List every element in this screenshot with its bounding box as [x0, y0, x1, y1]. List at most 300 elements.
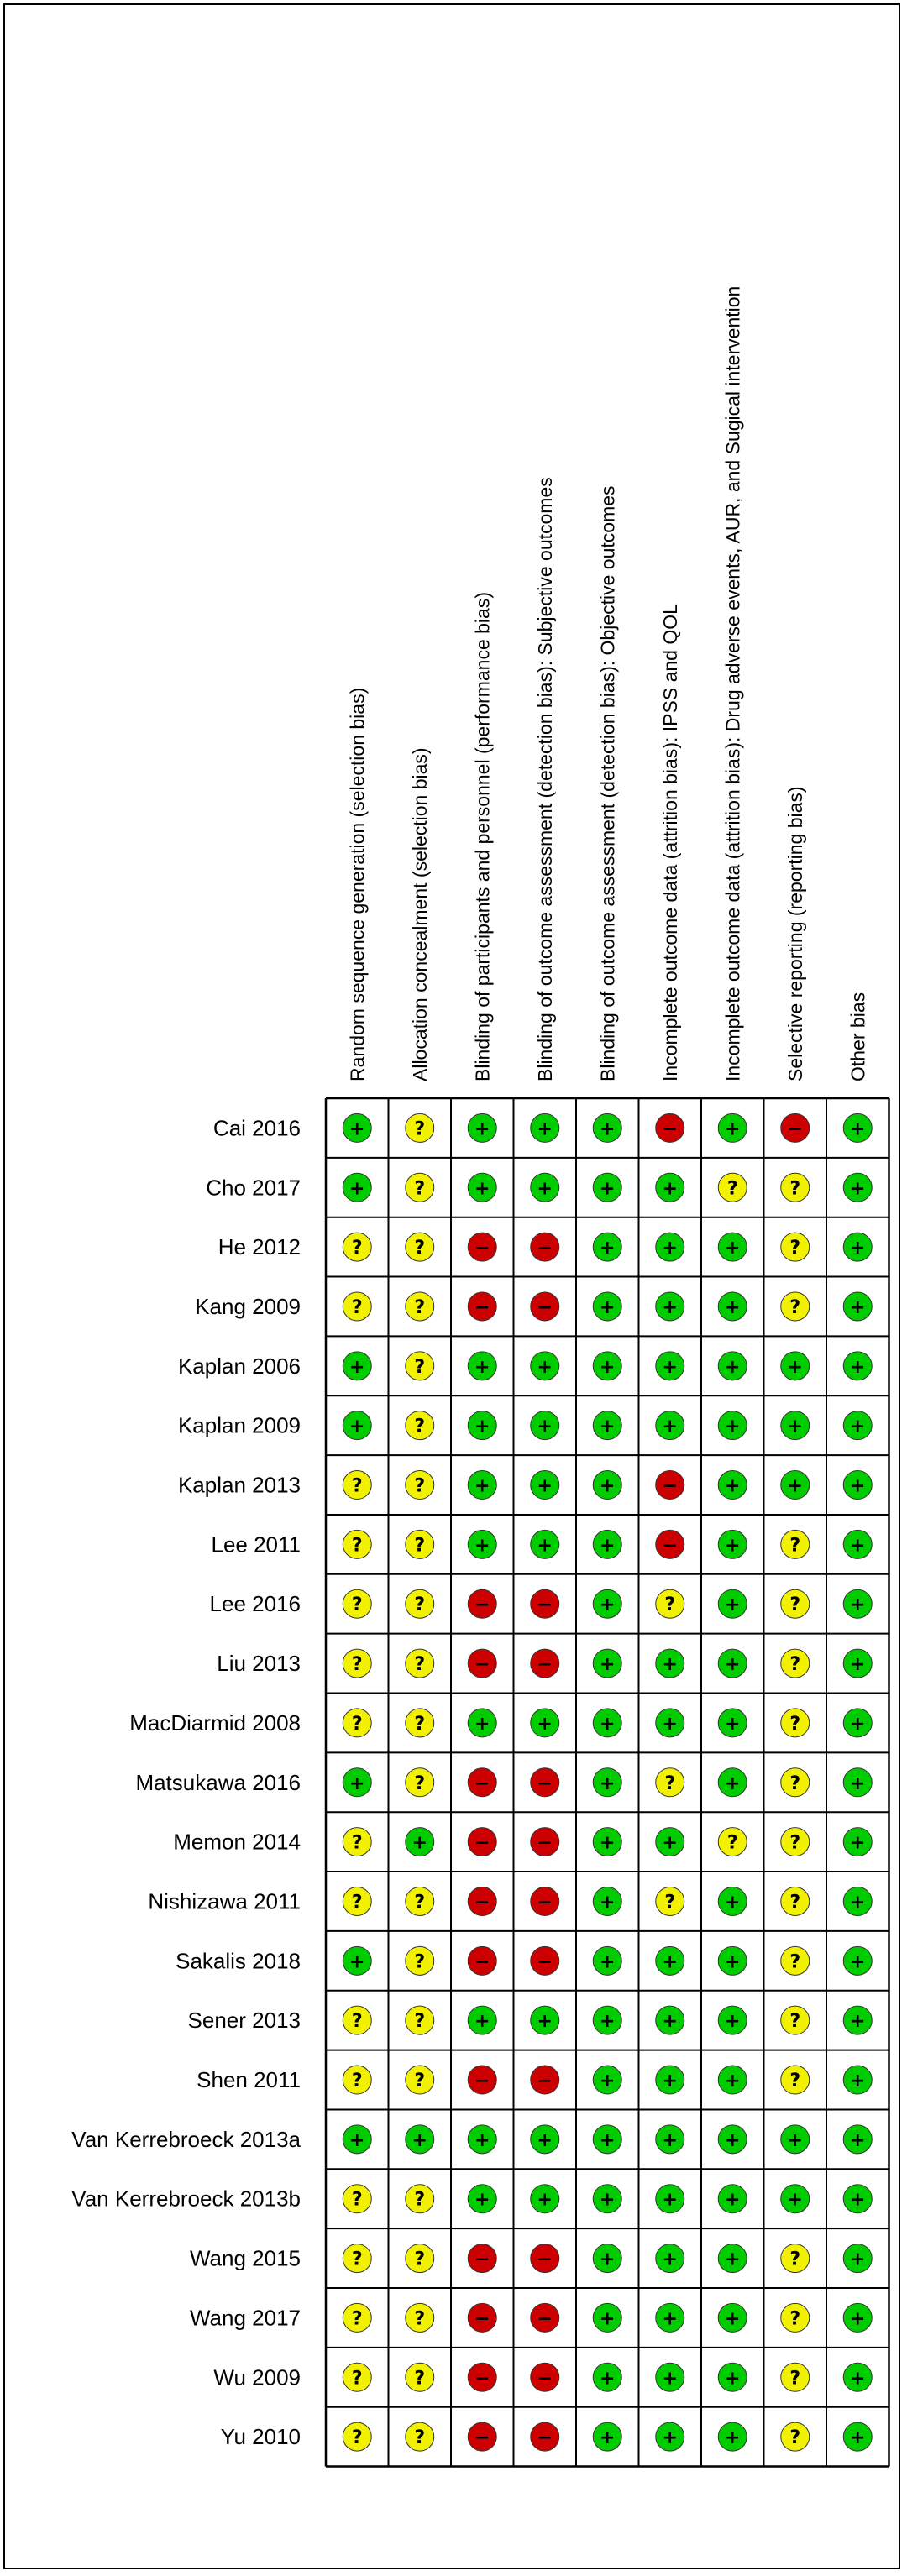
judgement-high: [656, 1530, 684, 1558]
judgement-symbol: ?: [351, 2011, 363, 2033]
judgement-symbol: +: [725, 1951, 741, 1973]
judgement-low: [718, 1709, 747, 1737]
judgement-symbol: +: [600, 1892, 616, 1914]
judgement-unclear: [406, 1233, 434, 1261]
judgement-symbol: +: [474, 1416, 490, 1437]
judgement-symbol: ?: [789, 1892, 801, 1914]
judgement-symbol: +: [725, 1416, 741, 1437]
judgement-symbol: ?: [664, 1892, 676, 1914]
judgement-symbol: ?: [414, 1238, 426, 1259]
judgement-low: [843, 2303, 872, 2332]
judgement-low: [406, 1828, 434, 1856]
judgement-high: [531, 1887, 559, 1915]
judgement-symbol: +: [537, 1416, 553, 1437]
judgement-symbol: +: [725, 2189, 741, 2211]
judgement-symbol: ?: [351, 2071, 363, 2092]
judgement-unclear: [656, 1887, 684, 1915]
judgement-symbol: +: [725, 1356, 741, 1378]
judgement-symbol: +: [537, 2011, 553, 2033]
judgement-symbol: +: [725, 2368, 741, 2390]
judgement-unclear: [781, 2006, 810, 2034]
judgement-symbol: ?: [414, 1178, 426, 1200]
judgement-symbol: +: [725, 2427, 741, 2449]
study-label: Nishizawa 2011: [148, 1888, 301, 1914]
judgement-high: [531, 2244, 559, 2273]
judgement-symbol: +: [850, 2189, 866, 2211]
judgement-symbol: −: [474, 1832, 490, 1854]
judgement-unclear: [343, 1589, 371, 1618]
judgement-unclear: [781, 1946, 810, 1975]
judgement-symbol: −: [474, 2427, 490, 2449]
judgement-symbol: +: [600, 1951, 616, 1973]
judgement-symbol: ?: [351, 1654, 363, 1676]
judgement-high: [656, 1113, 684, 1142]
study-label: Lee 2011: [211, 1531, 301, 1558]
judgement-low: [656, 1946, 684, 1975]
judgement-low: [656, 1233, 684, 1261]
judgement-high: [531, 2422, 559, 2451]
judgement-unclear: [406, 1352, 434, 1380]
judgement-symbol: +: [850, 2129, 866, 2151]
judgement-high: [468, 1887, 496, 1915]
judgement-symbol: ?: [414, 2308, 426, 2330]
judgement-symbol: −: [537, 2427, 553, 2449]
study-label: Wang 2017: [189, 2305, 301, 2331]
judgement-symbol: −: [537, 2071, 553, 2092]
judgement-high: [531, 1233, 559, 1261]
judgement-symbol: ?: [351, 1594, 363, 1616]
judgement-low: [843, 1946, 872, 1975]
judgement-low: [531, 1709, 559, 1737]
judgement-low: [593, 2006, 621, 2034]
judgement-low: [718, 1946, 747, 1975]
judgement-unclear: [781, 1649, 810, 1678]
judgement-symbol: ?: [726, 1178, 738, 1200]
judgement-unclear: [781, 1709, 810, 1737]
judgement-low: [343, 1113, 371, 1142]
judgement-symbol: +: [537, 1713, 553, 1735]
judgement-symbol: +: [474, 1178, 490, 1200]
judgement-symbol: +: [662, 1416, 678, 1437]
judgement-low: [781, 2185, 810, 2213]
judgement-low: [843, 1352, 872, 1380]
judgement-high: [468, 2244, 496, 2273]
judgement-symbol: +: [850, 2071, 866, 2092]
judgement-low: [468, 2006, 496, 2034]
judgement-unclear: [343, 2006, 371, 2034]
judgement-symbol: +: [850, 1832, 866, 1854]
study-label: Cho 2017: [206, 1175, 301, 1201]
judgement-high: [531, 1768, 559, 1797]
judgement-symbol: ?: [351, 2189, 363, 2211]
judgement-symbol: +: [600, 2368, 616, 2390]
judgement-unclear: [406, 1411, 434, 1440]
judgement-symbol: ?: [414, 1475, 426, 1497]
study-label: Cai 2016: [212, 1115, 301, 1141]
judgement-symbol: +: [600, 2308, 616, 2330]
judgement-symbol: +: [600, 2427, 616, 2449]
column-header: Allocation concealment (selection bias): [408, 747, 431, 1081]
judgement-high: [468, 1292, 496, 1321]
judgement-unclear: [781, 2422, 810, 2451]
judgement-low: [843, 1828, 872, 1856]
study-label: Wu 2009: [213, 2364, 301, 2390]
judgement-unclear: [406, 2066, 434, 2094]
study-label: Shen 2011: [197, 2067, 301, 2093]
judgement-symbol: +: [725, 2071, 741, 2092]
judgement-low: [656, 1649, 684, 1678]
judgement-symbol: +: [600, 2189, 616, 2211]
judgement-low: [468, 1173, 496, 1202]
judgement-symbol: +: [725, 1713, 741, 1735]
judgement-symbol: ?: [789, 1713, 801, 1735]
judgement-low: [656, 2006, 684, 2034]
judgement-symbol: ?: [789, 2011, 801, 2033]
judgement-high: [468, 1233, 496, 1261]
judgement-symbol: +: [725, 2308, 741, 2330]
judgement-unclear: [656, 1768, 684, 1797]
judgement-symbol: −: [537, 1296, 553, 1318]
judgement-low: [718, 1649, 747, 1678]
judgement-low: [718, 1292, 747, 1321]
judgement-low: [656, 2422, 684, 2451]
judgement-symbol: +: [725, 2011, 741, 2033]
study-label: Van Kerrebroeck 2013a: [71, 2126, 301, 2152]
judgement-symbol: +: [600, 1118, 616, 1140]
judgement-symbol: +: [600, 1296, 616, 1318]
judgement-unclear: [781, 1828, 810, 1856]
judgement-symbol: +: [725, 1772, 741, 1794]
judgement-low: [468, 1411, 496, 1440]
judgement-low: [843, 1292, 872, 1321]
judgement-low: [343, 1352, 371, 1380]
study-label: Kaplan 2006: [177, 1353, 301, 1379]
judgement-symbol: +: [600, 2011, 616, 2033]
judgement-symbol: +: [850, 1654, 866, 1676]
judgement-high: [531, 1292, 559, 1321]
judgement-low: [718, 2125, 747, 2154]
judgement-symbol: ?: [789, 1772, 801, 1794]
judgement-low: [656, 1173, 684, 1202]
judgement-symbol: ?: [351, 2368, 363, 2390]
judgement-low: [343, 1411, 371, 1440]
judgement-symbol: ?: [414, 2427, 426, 2449]
judgement-low: [656, 2244, 684, 2273]
judgement-symbol: ?: [789, 2368, 801, 2390]
judgement-unclear: [343, 2422, 371, 2451]
judgement-unclear: [406, 1887, 434, 1915]
judgement-low: [843, 1709, 872, 1737]
judgement-symbol: ?: [414, 1118, 426, 1140]
judgement-low: [656, 1709, 684, 1737]
judgement-unclear: [406, 1113, 434, 1142]
judgement-symbol: ?: [664, 1772, 676, 1794]
judgement-symbol: +: [850, 1356, 866, 1378]
judgement-unclear: [718, 1828, 747, 1856]
judgement-low: [843, 1530, 872, 1558]
judgement-symbol: +: [850, 1892, 866, 1914]
judgement-symbol: −: [474, 1238, 490, 1259]
study-label: MacDiarmid 2008: [129, 1709, 301, 1736]
column-header: Incomplete outcome data (attrition bias): Drug adverse events, AUR, and Sugical intervention: [721, 285, 744, 1081]
judgement-low: [781, 1411, 810, 1440]
study-label: Sakalis 2018: [176, 1948, 301, 1974]
column-header: Blinding of outcome assessment (detection bias): Subjective outcomes: [533, 477, 556, 1081]
judgement-low: [718, 2066, 747, 2094]
judgement-symbol: +: [662, 1832, 678, 1854]
judgement-low: [531, 1352, 559, 1380]
judgement-symbol: ?: [414, 1713, 426, 1735]
judgement-symbol: +: [349, 2129, 365, 2151]
judgement-symbol: +: [349, 1951, 365, 1973]
judgement-symbol: +: [600, 1475, 616, 1497]
judgement-symbol: ?: [351, 1832, 363, 1854]
judgement-unclear: [406, 2006, 434, 2034]
judgement-symbol: +: [787, 1475, 803, 1497]
study-label: Yu 2010: [220, 2424, 301, 2450]
judgement-symbol: +: [850, 1178, 866, 1200]
judgement-unclear: [343, 1828, 371, 1856]
judgement-symbol: +: [662, 1951, 678, 1973]
judgement-low: [531, 1411, 559, 1440]
study-label: Matsukawa 2016: [135, 1769, 301, 1795]
judgement-low: [656, 1828, 684, 1856]
judgement-low: [718, 2185, 747, 2213]
judgement-high: [531, 2066, 559, 2094]
judgement-low: [718, 1887, 747, 1915]
judgement-unclear: [406, 2185, 434, 2213]
judgement-symbol: ?: [351, 1475, 363, 1497]
study-label: Van Kerrebroeck 2013b: [71, 2186, 301, 2212]
judgement-symbol: +: [537, 1475, 553, 1497]
judgement-symbol: ?: [351, 2249, 363, 2270]
judgement-high: [656, 1471, 684, 1500]
column-header: Random sequence generation (selection bias): [346, 687, 369, 1081]
judgement-low: [718, 1471, 747, 1500]
judgement-unclear: [406, 1589, 434, 1618]
judgement-symbol: ?: [414, 1356, 426, 1378]
judgement-symbol: +: [850, 1772, 866, 1794]
judgement-symbol: +: [412, 2129, 427, 2151]
judgement-symbol: −: [662, 1475, 678, 1497]
judgement-low: [843, 2244, 872, 2273]
judgement-low: [593, 1113, 621, 1142]
judgement-low: [843, 2125, 872, 2154]
judgement-low: [531, 1113, 559, 1142]
judgement-symbol: +: [850, 1951, 866, 1973]
judgement-symbol: +: [850, 1118, 866, 1140]
judgement-symbol: ?: [414, 2011, 426, 2033]
judgement-low: [718, 1352, 747, 1380]
judgement-symbol: ?: [414, 1892, 426, 1914]
judgement-symbol: +: [662, 1356, 678, 1378]
judgement-symbol: +: [662, 1713, 678, 1735]
judgement-symbol: +: [662, 2308, 678, 2330]
judgement-symbol: −: [537, 1594, 553, 1616]
judgement-symbol: ?: [726, 1832, 738, 1854]
judgement-unclear: [781, 2244, 810, 2273]
study-label: Lee 2016: [209, 1591, 301, 1617]
judgement-low: [843, 1768, 872, 1797]
judgement-low: [843, 1887, 872, 1915]
judgement-high: [531, 2303, 559, 2332]
judgement-low: [531, 1173, 559, 1202]
judgement-unclear: [343, 2363, 371, 2391]
judgement-high: [531, 1828, 559, 1856]
judgement-low: [843, 2066, 872, 2094]
judgement-high: [468, 1589, 496, 1618]
judgement-symbol: +: [662, 2368, 678, 2390]
judgement-symbol: +: [850, 1238, 866, 1259]
judgement-unclear: [781, 1589, 810, 1618]
judgement-symbol: −: [474, 2368, 490, 2390]
judgement-unclear: [343, 2185, 371, 2213]
judgement-symbol: +: [349, 1118, 365, 1140]
judgement-symbol: +: [349, 1178, 365, 1200]
judgement-low: [343, 2125, 371, 2154]
judgement-unclear: [343, 1292, 371, 1321]
judgement-low: [468, 2185, 496, 2213]
judgement-symbol: +: [850, 2308, 866, 2330]
judgement-symbol: −: [537, 1951, 553, 1973]
judgement-low: [718, 1411, 747, 1440]
judgement-high: [468, 1828, 496, 1856]
judgement-low: [468, 1352, 496, 1380]
judgement-symbol: −: [537, 1892, 553, 1914]
judgement-high: [468, 1768, 496, 1797]
judgement-symbol: ?: [351, 1892, 363, 1914]
study-label: Liu 2013: [217, 1651, 301, 1677]
judgement-symbol: +: [600, 2071, 616, 2092]
column-header: Blinding of participants and personnel (performance bias): [471, 592, 494, 1081]
judgement-symbol: ?: [351, 1713, 363, 1735]
judgement-unclear: [781, 1233, 810, 1261]
judgement-symbol: ?: [414, 1951, 426, 1973]
judgement-symbol: +: [600, 1238, 616, 1259]
judgement-symbol: −: [474, 2249, 490, 2270]
judgement-low: [718, 1233, 747, 1261]
judgement-symbol: ?: [664, 1594, 676, 1616]
judgement-symbol: ?: [414, 2189, 426, 2211]
judgement-symbol: −: [474, 2308, 490, 2330]
judgement-symbol: +: [537, 2129, 553, 2151]
judgement-symbol: −: [537, 1832, 553, 1854]
judgement-symbol: +: [349, 1416, 365, 1437]
judgement-symbol: +: [600, 1832, 616, 1854]
judgement-low: [593, 1530, 621, 1558]
judgement-high: [531, 1649, 559, 1678]
judgement-symbol: ?: [414, 1772, 426, 1794]
judgement-symbol: +: [662, 1654, 678, 1676]
judgement-unclear: [343, 1887, 371, 1915]
judgement-symbol: +: [850, 1535, 866, 1557]
judgement-symbol: ?: [789, 1238, 801, 1259]
judgement-low: [718, 2303, 747, 2332]
judgement-low: [593, 1828, 621, 1856]
judgement-low: [593, 1233, 621, 1261]
judgement-symbol: +: [537, 1118, 553, 1140]
judgement-unclear: [406, 2244, 434, 2273]
judgement-low: [593, 1768, 621, 1797]
judgement-low: [593, 1709, 621, 1737]
judgement-symbol: +: [600, 1416, 616, 1437]
judgement-symbol: +: [474, 1475, 490, 1497]
judgement-low: [718, 1113, 747, 1142]
judgement-symbol: ?: [789, 1654, 801, 1676]
judgement-symbol: +: [725, 2129, 741, 2151]
study-label: Sener 2013: [187, 2008, 301, 2034]
judgement-symbol: +: [600, 1772, 616, 1794]
judgement-high: [468, 2303, 496, 2332]
judgement-symbol: −: [537, 2308, 553, 2330]
judgement-symbol: +: [474, 1535, 490, 1557]
judgement-symbol: ?: [414, 1416, 426, 1437]
judgement-low: [343, 1768, 371, 1797]
judgement-low: [593, 1589, 621, 1618]
judgement-symbol: +: [600, 1178, 616, 1200]
judgement-unclear: [718, 1173, 747, 1202]
judgement-symbol: ?: [789, 1951, 801, 1973]
judgement-unclear: [781, 2066, 810, 2094]
judgement-unclear: [781, 1292, 810, 1321]
judgement-symbol: +: [662, 1296, 678, 1318]
judgement-unclear: [406, 1768, 434, 1797]
judgement-low: [656, 2185, 684, 2213]
judgement-symbol: +: [725, 1475, 741, 1497]
judgement-symbol: −: [474, 1654, 490, 1676]
judgement-symbol: +: [662, 1178, 678, 1200]
judgement-low: [593, 2244, 621, 2273]
judgement-symbol: +: [662, 1238, 678, 1259]
judgement-low: [843, 2363, 872, 2391]
judgement-low: [843, 2006, 872, 2034]
judgement-symbol: +: [662, 2011, 678, 2033]
judgement-symbol: −: [537, 1654, 553, 1676]
judgement-symbol: +: [787, 1416, 803, 1437]
judgement-unclear: [343, 2303, 371, 2332]
judgement-symbol: +: [662, 2427, 678, 2449]
judgement-high: [468, 1946, 496, 1975]
judgement-symbol: −: [537, 2368, 553, 2390]
judgement-symbol: ?: [351, 1535, 363, 1557]
judgement-low: [781, 1352, 810, 1380]
judgement-symbol: ?: [414, 2249, 426, 2270]
judgement-unclear: [781, 1768, 810, 1797]
judgement-symbol: +: [474, 1356, 490, 1378]
judgement-high: [468, 2422, 496, 2451]
study-label: Kaplan 2009: [177, 1412, 301, 1438]
study-label: Memon 2014: [173, 1829, 301, 1855]
judgement-symbol: +: [850, 2368, 866, 2390]
study-label: Wang 2015: [189, 2245, 301, 2271]
judgement-low: [718, 2363, 747, 2391]
judgement-symbol: +: [600, 1713, 616, 1735]
judgement-symbol: ?: [789, 2427, 801, 2449]
judgement-symbol: ?: [414, 1654, 426, 1676]
judgement-symbol: ?: [414, 1296, 426, 1318]
judgement-symbol: −: [474, 1772, 490, 1794]
judgement-low: [468, 1471, 496, 1500]
judgement-high: [531, 2363, 559, 2391]
judgement-symbol: ?: [789, 1594, 801, 1616]
judgement-symbol: +: [850, 2249, 866, 2270]
judgement-unclear: [781, 2363, 810, 2391]
judgement-low: [468, 1113, 496, 1142]
judgement-unclear: [406, 1173, 434, 1202]
study-label: He 2012: [218, 1234, 301, 1260]
judgement-symbol: +: [725, 2249, 741, 2270]
judgement-unclear: [343, 1471, 371, 1500]
